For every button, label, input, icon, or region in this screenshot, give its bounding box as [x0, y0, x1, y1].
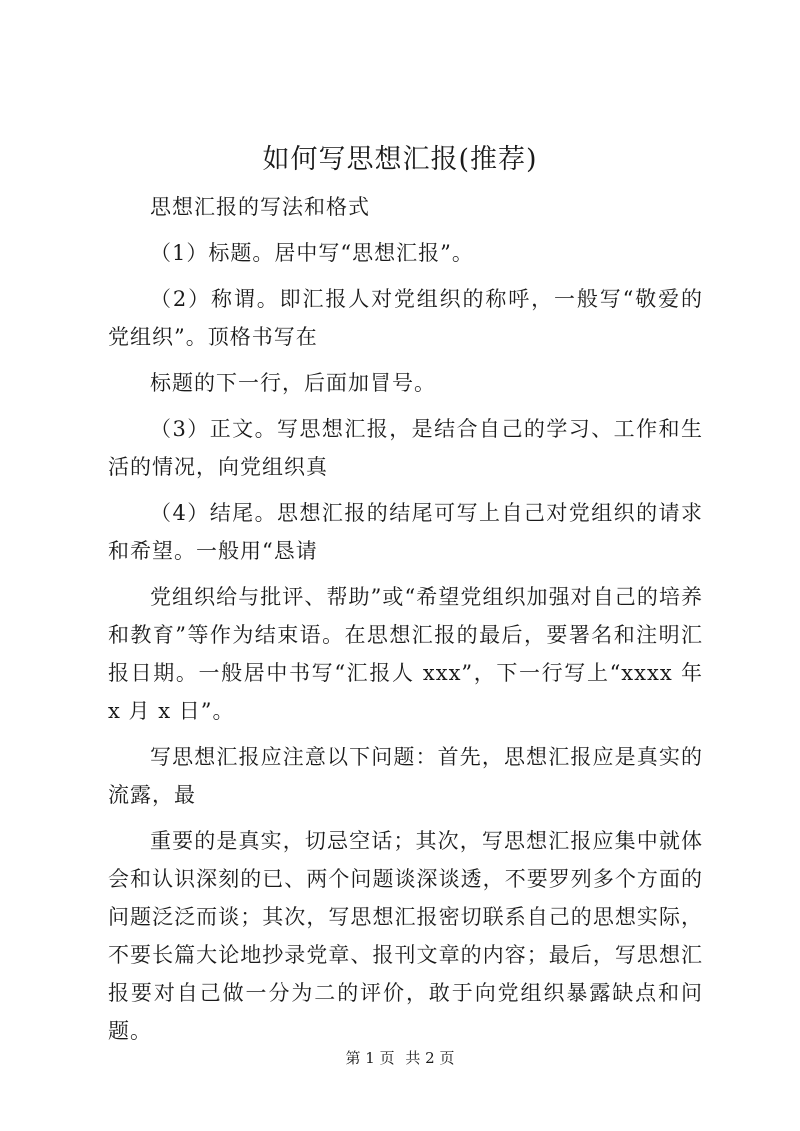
- paragraph-ending-rule: （4）结尾。思想汇报的结尾可写上自己对党组织的请求和希望。一般用“恳请: [108, 501, 703, 563]
- document-body: [108, 188, 703, 1058]
- paragraph-salutation-rule: （2）称谓。即汇报人对党组织的称呼，一般写“敬爱的党组织”。顶格书写在: [108, 287, 703, 349]
- paragraph-title-rule: （1）标题。居中写“思想汇报”。: [150, 241, 474, 265]
- document-title: 如何写思想汇报(推荐): [262, 144, 538, 175]
- page-number: 第 1 页: [345, 1049, 395, 1067]
- paragraph-salutation-continued: 标题的下一行，后面加冒号。: [150, 371, 436, 395]
- page-footer: [0, 1048, 800, 1068]
- page-total: 共 2 页: [405, 1049, 455, 1067]
- paragraph-notes-details: 重要的是真实，切忌空话；其次，写思想汇报应集中就体会和认识深刻的已、两个问题谈深谈透，不要罗列多个方面的问题泛泛而谈；其次，写思想汇报密切联系自己的思想实际，不要长篇大论地抄录党章、报刊文章的内容；最后，写思想汇报要对自己做一分为二的评价，敢于向党组织暴露缺点和问题。: [108, 829, 703, 1043]
- paragraph-body-rule: （3）正文。写思想汇报，是结合自己的学习、工作和生活的情况，向党组织真: [108, 417, 703, 479]
- paragraph-ending-details: 党组织给与批评、帮助”或“希望党组织加强对自己的培养和教育”等作为结束语。在思想汇报的最后，要署名和注明汇报日期。一般居中书写“汇报人 xxx”，下一行写上“xxxx 年 x 月 x 日”。: [108, 585, 703, 723]
- paragraph-heading: 思想汇报的写法和格式: [150, 195, 370, 219]
- paragraph-notes-intro: 写思想汇报应注意以下问题：首先，思想汇报应是真实的流露，最: [108, 745, 703, 807]
